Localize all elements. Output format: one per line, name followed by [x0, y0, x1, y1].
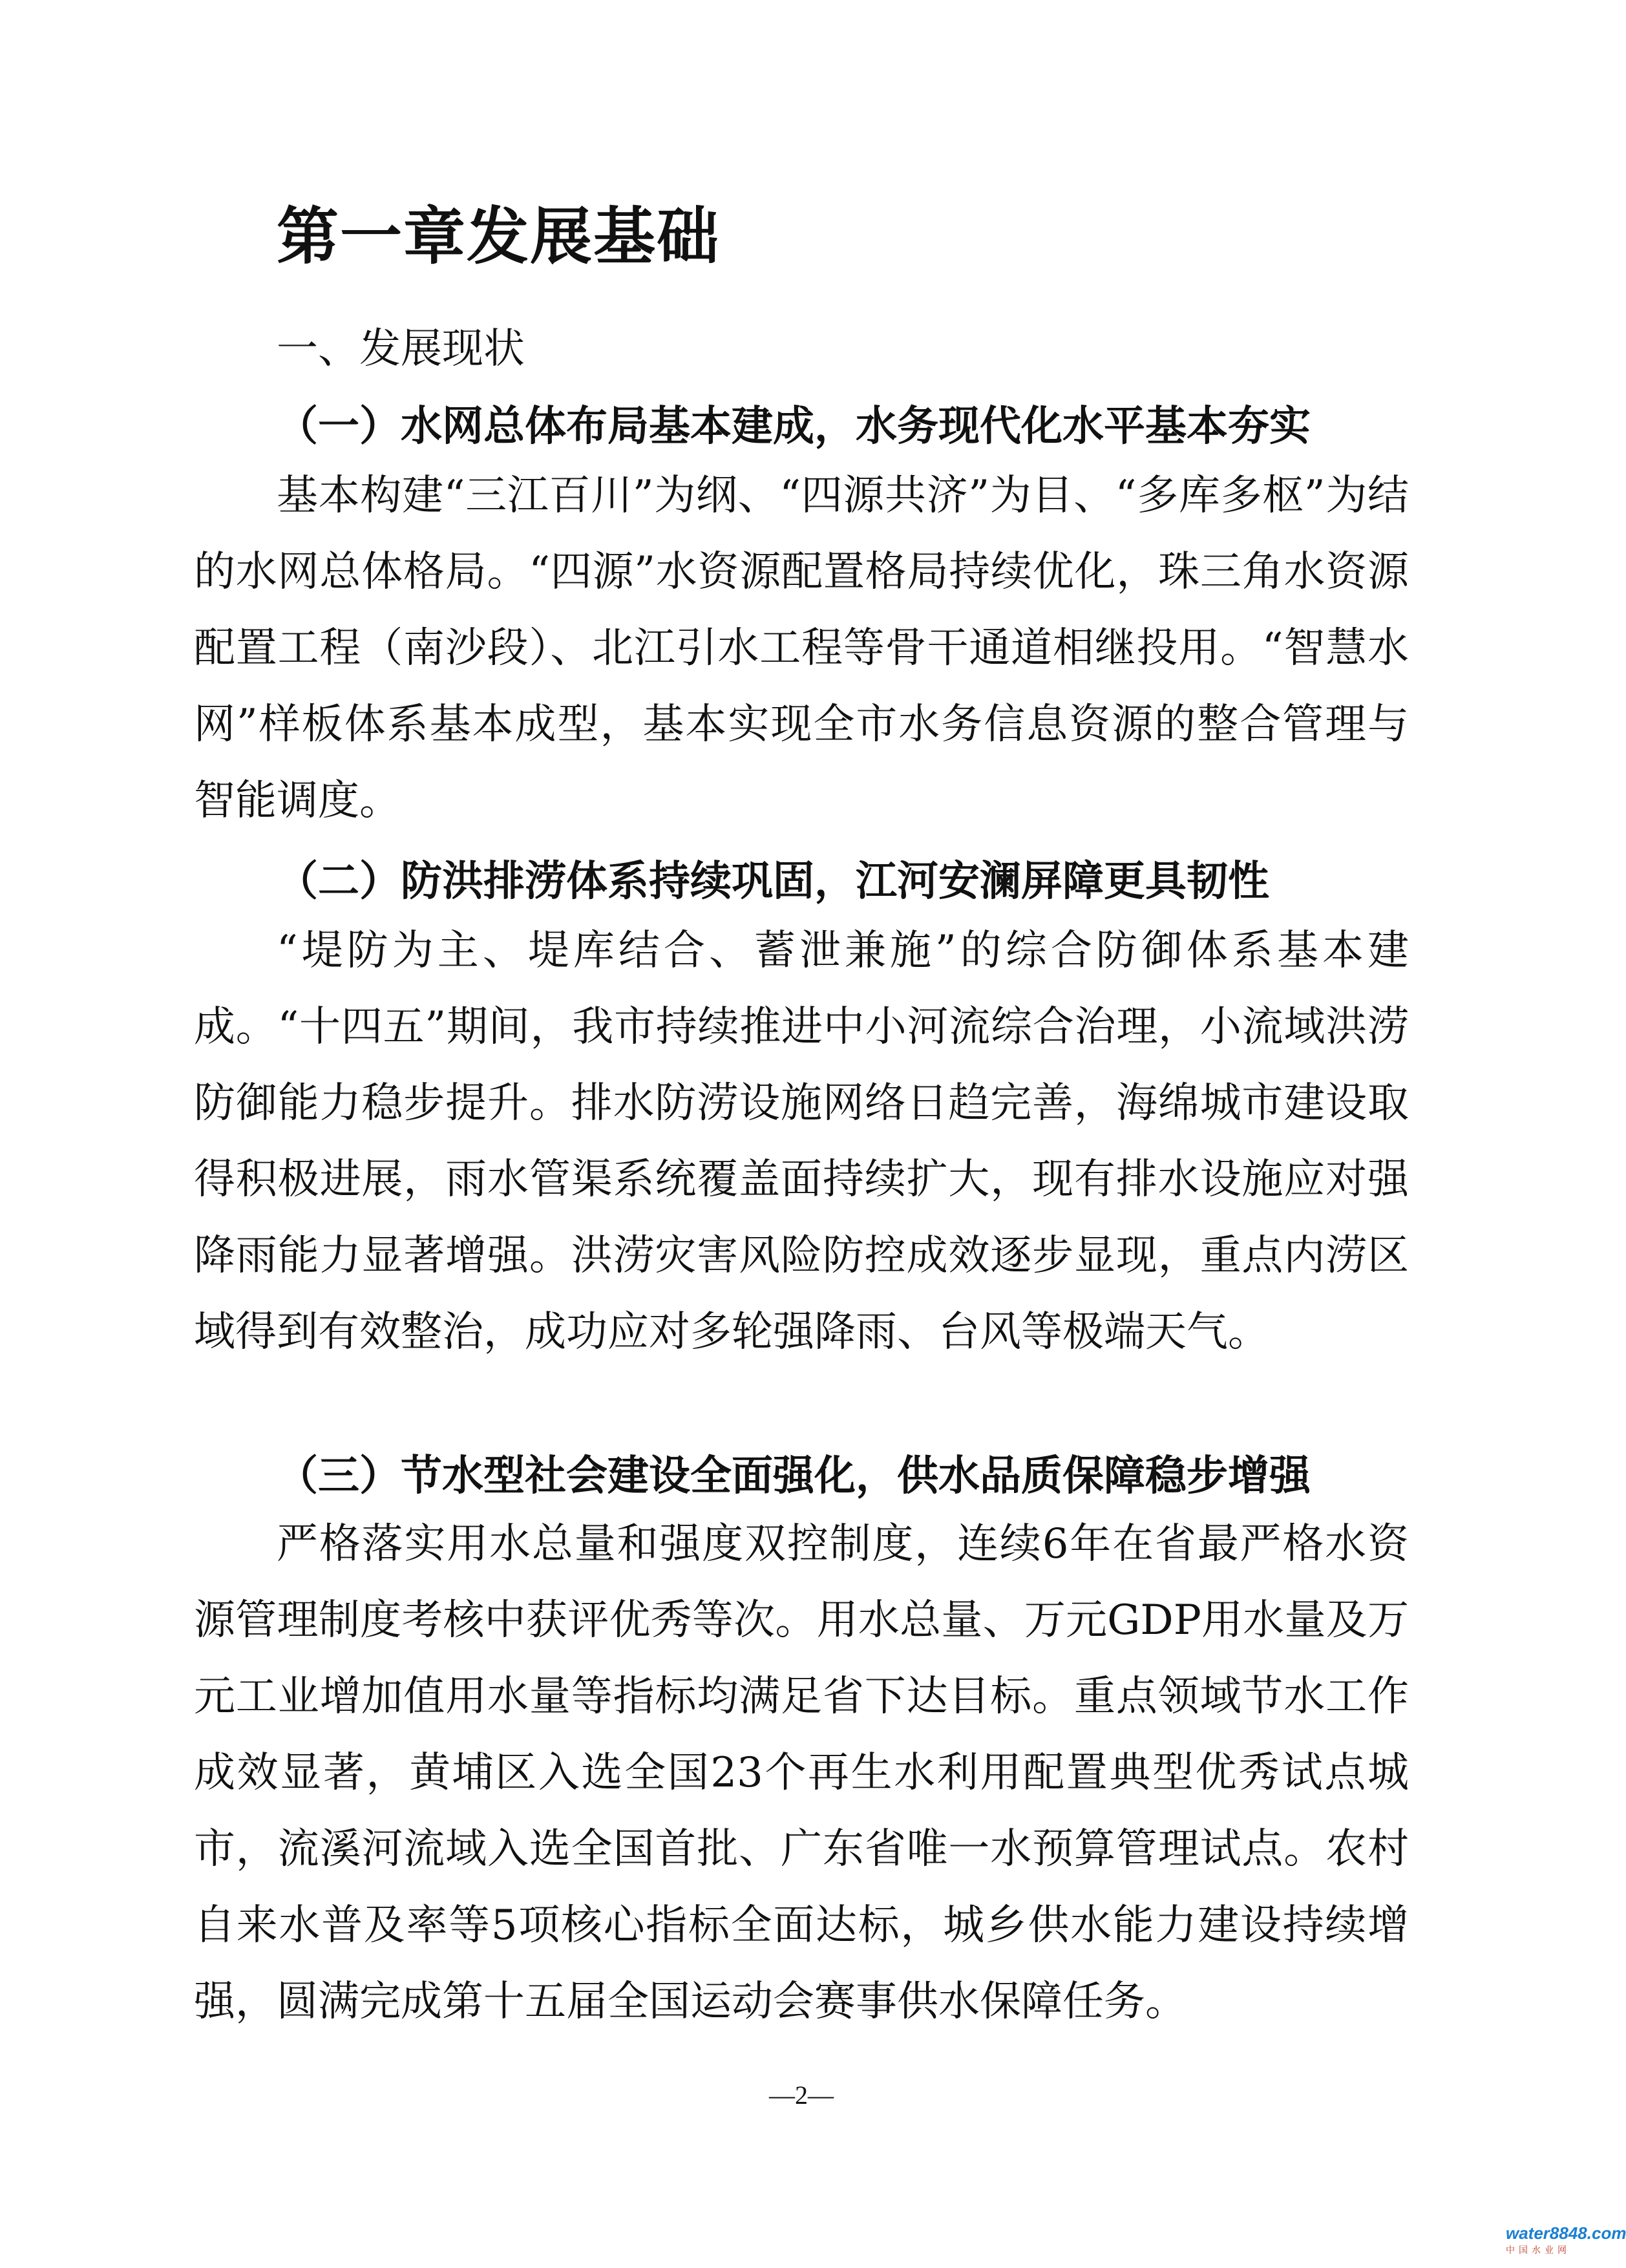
subsection-heading-2: （二）防洪排涝体系持续巩固，江河安澜屏障更具韧性: [277, 858, 1269, 906]
section-title: 一、发展现状: [277, 325, 525, 373]
watermark-subtext: 中国水业网: [1506, 2245, 1570, 2256]
subsection-heading-1: （一）水网总体布局基本建成，水务现代化水平基本夯实: [277, 403, 1311, 450]
paragraph-3: 严格落实用水总量和强度双控制度，连续6年在省最严格水资源管理制度考核中获评优秀等次。用水总量、万元GDP用水量及万元工业增加值用水量等指标均满足省下达目标。重点领域节水工作成效显著，黄埔区入选全国23个再生水利用配置典型优秀试点城市，流溪河流域入选全国首批、广东省唯一水预算管理试点。农村自来水普及率等5项核心指标全面达标，城乡供水能力建设持续增强，圆满完成第十五届全国运动会赛事供水保障任务。: [194, 1520, 1409, 2026]
subsection-heading-3: （三）节水型社会建设全面强化，供水品质保障稳步增强: [277, 1452, 1311, 1500]
watermark-text: water8848.com: [1506, 2223, 1626, 2243]
paragraph-1: 基本构建“三江百川”为纲、“四源共济”为目、“多库多枢”为结的水网总体格局。“四源”水资源配置格局持续优化，珠三角水资源配置工程（南沙段）、北江引水工程等骨干通道相继投用。“智慧水网”样板体系基本成型，基本实现全市水务信息资源的整合管理与智能调度。: [194, 472, 1409, 825]
page-number: —2—: [769, 2081, 834, 2110]
watermark-logo: [1506, 2223, 1626, 2262]
chapter-title: 第一章发展基础: [277, 200, 720, 273]
paragraph-2: “堤防为主、堤库结合、蓄泄兼施”的综合防御体系基本建成。“十四五”期间，我市持续推进中小河流综合治理，小流域洪涝防御能力稳步提升。排水防涝设施网络日趋完善，海绵城市建设取得积极进展，雨水管渠系统覆盖面持续扩大，现有排水设施应对强降雨能力显著增强。洪涝灾害风险防控成效逐步显现，重点内涝区域得到有效整治，成功应对多轮强降雨、台风等极端天气。: [194, 927, 1409, 1356]
